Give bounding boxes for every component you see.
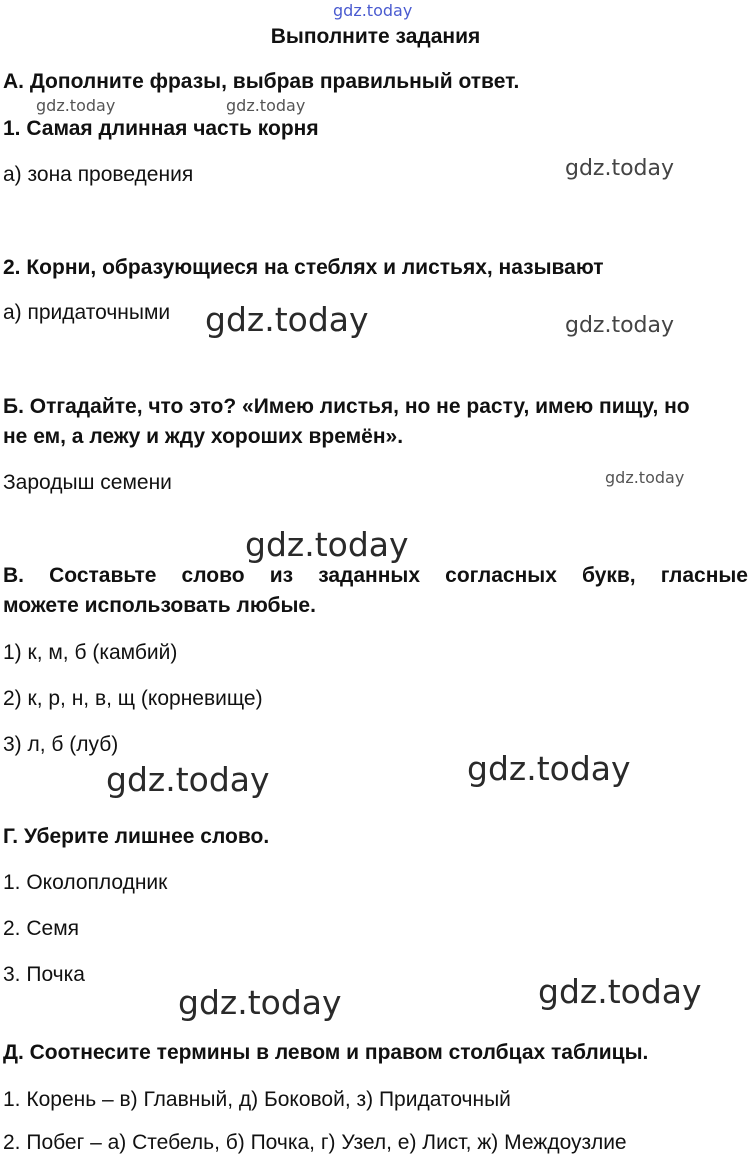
list-item: 1) к, м, б (камбий) bbox=[3, 641, 178, 664]
watermark: gdz.today bbox=[106, 760, 270, 799]
section-b-answer: Зародыш семени bbox=[3, 471, 172, 494]
list-item: 3) л, б (луб) bbox=[3, 733, 119, 756]
question-text: 2. Корни, образующиеся на стеблях и листьях, называют bbox=[3, 256, 604, 279]
section-a-heading: А. Дополните фразы, выбрав правильный ответ. bbox=[3, 70, 520, 93]
question-answer: а) зона проведения bbox=[3, 163, 194, 186]
watermark: gdz.today bbox=[245, 525, 409, 564]
watermark: gdz.today bbox=[565, 313, 675, 338]
watermark: gdz.today bbox=[205, 300, 369, 339]
watermark: gdz.today bbox=[467, 749, 631, 788]
watermark: gdz.today bbox=[178, 983, 342, 1022]
list-item: 1. Корень – в) Главный, д) Боковой, з) Придаточный bbox=[3, 1088, 511, 1111]
watermark: gdz.today bbox=[36, 96, 116, 115]
watermark: gdz.today bbox=[538, 972, 702, 1011]
section-b-heading-line1: Б. Отгадайте, что это? «Имею листья, но не расту, имею пищу, но bbox=[3, 395, 690, 418]
question-answer: а) придаточными bbox=[3, 301, 171, 324]
section-g-heading: Г. Уберите лишнее слово. bbox=[3, 825, 270, 848]
list-item: 2) к, р, н, в, щ (корневище) bbox=[3, 687, 263, 710]
list-item: 3. Почка bbox=[3, 963, 85, 986]
watermark: gdz.today bbox=[565, 156, 675, 181]
watermark: gdz.today bbox=[333, 1, 413, 20]
section-d-heading: Д. Соотнесите термины в левом и правом столбцах таблицы. bbox=[3, 1041, 649, 1064]
watermark: gdz.today bbox=[226, 96, 306, 115]
list-item: 1. Околоплодник bbox=[3, 871, 168, 894]
list-item: 2. Побег – а) Стебель, б) Почка, г) Узел, е) Лист, ж) Междоузлие bbox=[3, 1131, 627, 1154]
list-item: 2. Семя bbox=[3, 917, 80, 940]
page-title: Выполните задания bbox=[270, 25, 481, 48]
question-text: 1. Самая длинная часть корня bbox=[3, 117, 319, 140]
section-v-heading-line1: В. Составьте слово из заданных согласных букв, гласные bbox=[3, 564, 748, 587]
section-b-heading-line2: не ем, а лежу и жду хороших времён». bbox=[3, 425, 404, 448]
section-v-heading-line2: можете использовать любые. bbox=[3, 594, 316, 617]
watermark: gdz.today bbox=[605, 468, 685, 487]
